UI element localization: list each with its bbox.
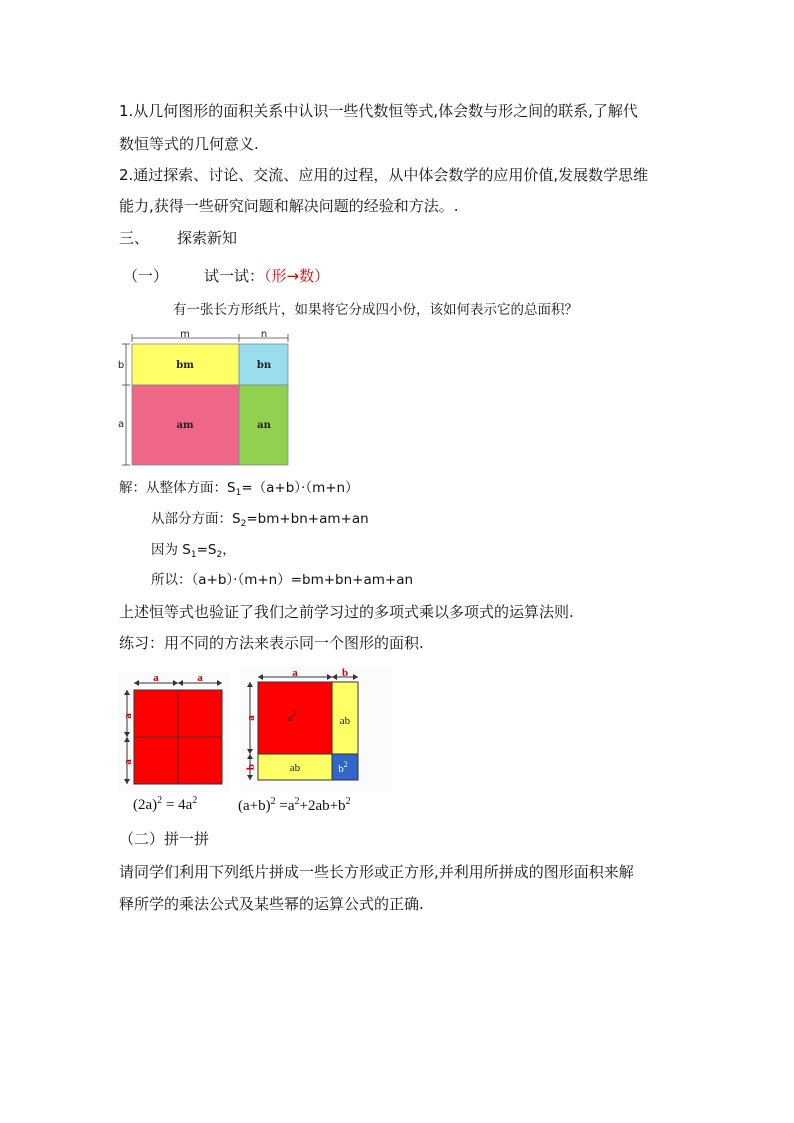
label-a-side: a bbox=[245, 715, 257, 721]
label-m: m bbox=[180, 329, 190, 340]
label-b: b bbox=[117, 360, 125, 371]
caption-apb-exp2: 2 bbox=[294, 796, 300, 807]
section-3-title: 探索新知 bbox=[177, 229, 238, 247]
cell-label-bm: bm bbox=[176, 360, 194, 371]
s1-subscript: 1 bbox=[235, 488, 242, 498]
cell-a2-exp: 2 bbox=[292, 709, 297, 718]
part-1-hint: （形→数） bbox=[264, 267, 330, 285]
square-a-squared bbox=[258, 682, 332, 754]
figure-2a-squared bbox=[118, 672, 230, 792]
cell-a2-base: a bbox=[287, 712, 293, 724]
part-2-label: （二）拼一拼 bbox=[119, 830, 210, 848]
because-sub-1: 1 bbox=[190, 550, 197, 560]
question-text: 有一张长方形纸片，如果将它分成四小份，该如何表示它的总面积？ bbox=[173, 302, 578, 318]
section-3-number: 三、 bbox=[119, 229, 150, 247]
note-text: 上述恒等式也验证了我们之前学习过的多项式乘以多项式的运算法则. bbox=[119, 603, 574, 621]
objective-2-line-2: 能力,获得一些研究问题和解决问题的经验和方法。. bbox=[119, 197, 459, 215]
cell-b2-base: b bbox=[338, 763, 344, 775]
cell-label-an: an bbox=[257, 420, 271, 431]
caption-2a-exp: 2 bbox=[157, 795, 163, 806]
part-1-label: （一） bbox=[123, 267, 169, 285]
s2-subscript: 2 bbox=[240, 519, 247, 529]
because-text: 因为 S bbox=[151, 542, 191, 558]
solution-s1-expression: =（a+b）·（m+n） bbox=[241, 480, 359, 496]
solution-s2-expression: =bm+bn+am+an bbox=[246, 511, 369, 527]
caption-apb-eq: =a bbox=[275, 798, 295, 814]
caption-apb-exp3: 2 bbox=[345, 796, 351, 807]
label-a: a bbox=[117, 419, 125, 430]
label-a-side-1: a bbox=[122, 713, 134, 719]
exercise-text: 练习：用不同的方法来表示同一个图形的面积. bbox=[119, 634, 424, 652]
caption-2a-base: (2a) bbox=[133, 797, 158, 813]
part-1-title: 试一试： bbox=[204, 267, 265, 285]
caption-apb-exp: 2 bbox=[270, 796, 276, 807]
solution-intro: 解：从整体方面：S bbox=[119, 480, 236, 496]
label-b-top: b bbox=[341, 667, 349, 679]
solution-line-2 bbox=[151, 509, 369, 534]
caption-apb-mid: +2ab+b bbox=[299, 798, 346, 814]
solution-part-intro: 从部分方面：S bbox=[151, 511, 241, 527]
caption-2a-result: = 4a bbox=[162, 797, 193, 813]
instruction-line-2: 释所学的乘法公式及某些幂的运算公式的正确. bbox=[119, 895, 424, 913]
because-end: ， bbox=[222, 542, 236, 558]
objective-1-line-2: 数恒等式的几何意义. bbox=[119, 135, 259, 153]
label-a-top: a bbox=[292, 667, 298, 679]
label-a-top-2: a bbox=[197, 672, 203, 684]
objective-1-line-1: 1.从几何图形的面积关系中认识一些代数恒等式,体会数与形之间的联系,了解代 bbox=[119, 102, 638, 120]
cell-label-ab-right: ab bbox=[339, 715, 351, 727]
cell-label-bn: bn bbox=[256, 360, 272, 371]
cell-b2-exp: 2 bbox=[343, 760, 348, 769]
instruction-line-1: 请同学们利用下列纸片拼成一些长方形或正方形,并利用所拼成的图形面积来解 bbox=[119, 863, 634, 881]
label-a-top-1: a bbox=[153, 672, 159, 684]
caption-a-plus-b-squared bbox=[238, 792, 351, 816]
label-n: n bbox=[260, 329, 268, 340]
because-mid: =S bbox=[196, 542, 217, 558]
area-figure-rectangle bbox=[118, 330, 298, 470]
figure-a-plus-b-squared bbox=[240, 666, 392, 792]
caption-2a-squared bbox=[133, 791, 197, 815]
part-1-heading bbox=[204, 266, 329, 286]
objective-2-line-1: 2.通过探索、讨论、交流、应用的过程，从中体会数学的应用价值,发展数学思维 bbox=[119, 166, 649, 184]
solution-line-3 bbox=[151, 540, 236, 565]
cell-label-ab-bottom: ab bbox=[289, 762, 301, 774]
solution-conclusion: 所以：（a+b）·（m+n）=bm+bn+am+an bbox=[151, 572, 414, 588]
because-sub-2: 2 bbox=[216, 550, 223, 560]
solution-line-1 bbox=[119, 478, 359, 503]
caption-2a-result-exp: 2 bbox=[192, 795, 198, 806]
cell-label-am: am bbox=[176, 420, 194, 431]
label-b-side: b bbox=[245, 763, 257, 771]
label-a-side-2: a bbox=[122, 759, 134, 765]
caption-apb-base: (a+b) bbox=[238, 798, 271, 814]
